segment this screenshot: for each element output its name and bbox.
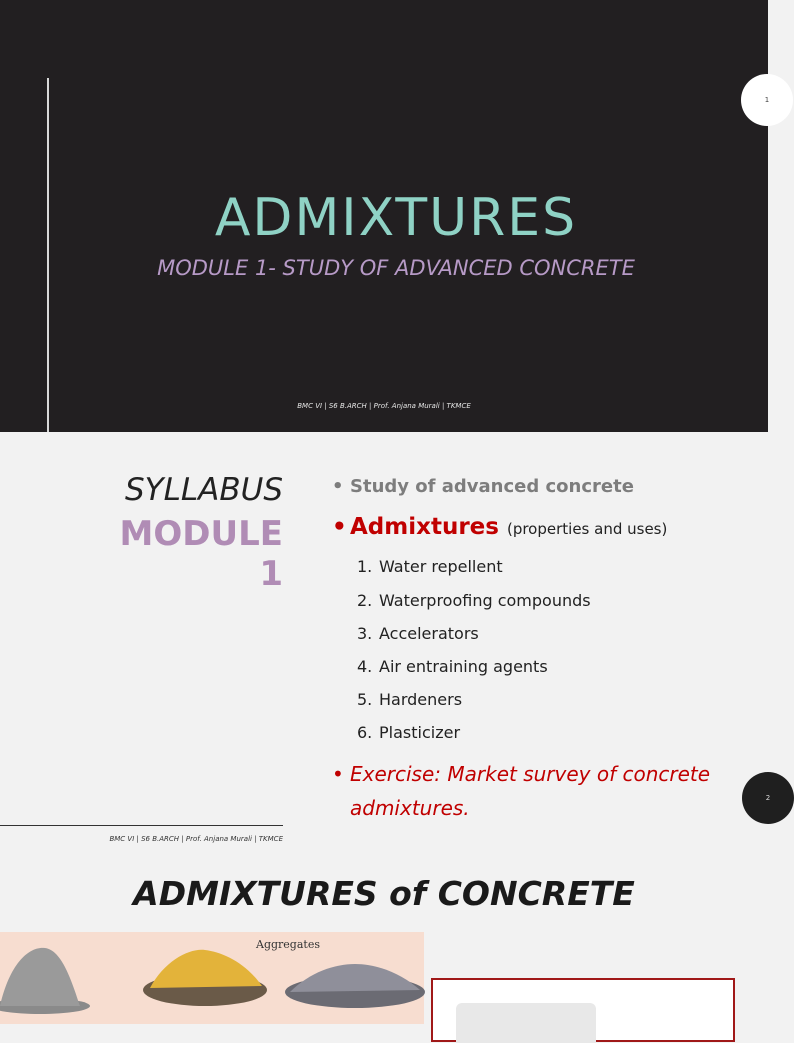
bullet-dot: • bbox=[332, 514, 347, 540]
bullet-text-line-2: admixtures. bbox=[350, 796, 470, 820]
bullet-exercise bbox=[332, 757, 722, 825]
aggregates-label: Aggregates bbox=[256, 938, 320, 951]
list-item bbox=[357, 657, 548, 676]
item-text: Air entraining agents bbox=[379, 657, 548, 676]
item-text: Plasticizer bbox=[379, 723, 461, 742]
slide-1-title: ADMIXTURES bbox=[214, 188, 578, 248]
bullet-text-line-1: Exercise: Market survey of concrete bbox=[350, 762, 711, 786]
slide-3-title: ADMIXTURES of CONCRETE bbox=[133, 874, 635, 913]
item-number: 4. bbox=[357, 657, 373, 676]
bullet-text: Study of advanced concrete bbox=[350, 476, 634, 497]
item-number: 2. bbox=[357, 591, 373, 610]
list-item bbox=[357, 690, 462, 709]
slide-1-page-number[interactable]: 1 bbox=[741, 74, 793, 126]
module-heading: MODULE 1 bbox=[119, 514, 283, 594]
bullet-study-advanced-concrete bbox=[332, 476, 634, 497]
slide-2-footer-rule bbox=[0, 825, 283, 826]
list-item bbox=[357, 624, 479, 643]
slide-2-footer: BMC VI | S6 B.ARCH | Prof. Anjana Murali | TKMCE bbox=[109, 835, 283, 843]
item-text: Hardeners bbox=[379, 690, 463, 709]
item-number: 6. bbox=[357, 723, 373, 742]
product-bag-image bbox=[456, 1003, 596, 1043]
bullet-admixtures bbox=[332, 514, 667, 540]
list-item bbox=[357, 723, 460, 742]
slide-1-subtitle: MODULE 1- STUDY OF ADVANCED CONCRETE bbox=[157, 256, 635, 280]
item-number: 3. bbox=[357, 624, 373, 643]
bullet-note: (properties and uses) bbox=[506, 520, 668, 538]
aggregates-illustration bbox=[0, 932, 424, 1024]
list-item bbox=[357, 591, 591, 610]
item-number: 1. bbox=[357, 557, 373, 576]
aggregates-image bbox=[0, 932, 424, 1024]
bullet-text: Admixtures bbox=[350, 514, 499, 540]
bullet-dot: • bbox=[332, 762, 344, 786]
item-number: 5. bbox=[357, 690, 373, 709]
bullet-dot: • bbox=[332, 476, 344, 497]
item-text: Accelerators bbox=[379, 624, 479, 643]
item-text: Waterproofing compounds bbox=[379, 591, 591, 610]
slide-1-divider bbox=[47, 78, 49, 432]
item-text: Water repellent bbox=[379, 557, 503, 576]
list-item bbox=[357, 557, 503, 576]
slide-2-page-number[interactable]: 2 bbox=[742, 772, 794, 824]
slide-1-footer: BMC VI | S6 B.ARCH | Prof. Anjana Murali | TKMCE bbox=[297, 402, 471, 410]
syllabus-heading: SYLLABUS bbox=[125, 472, 283, 508]
